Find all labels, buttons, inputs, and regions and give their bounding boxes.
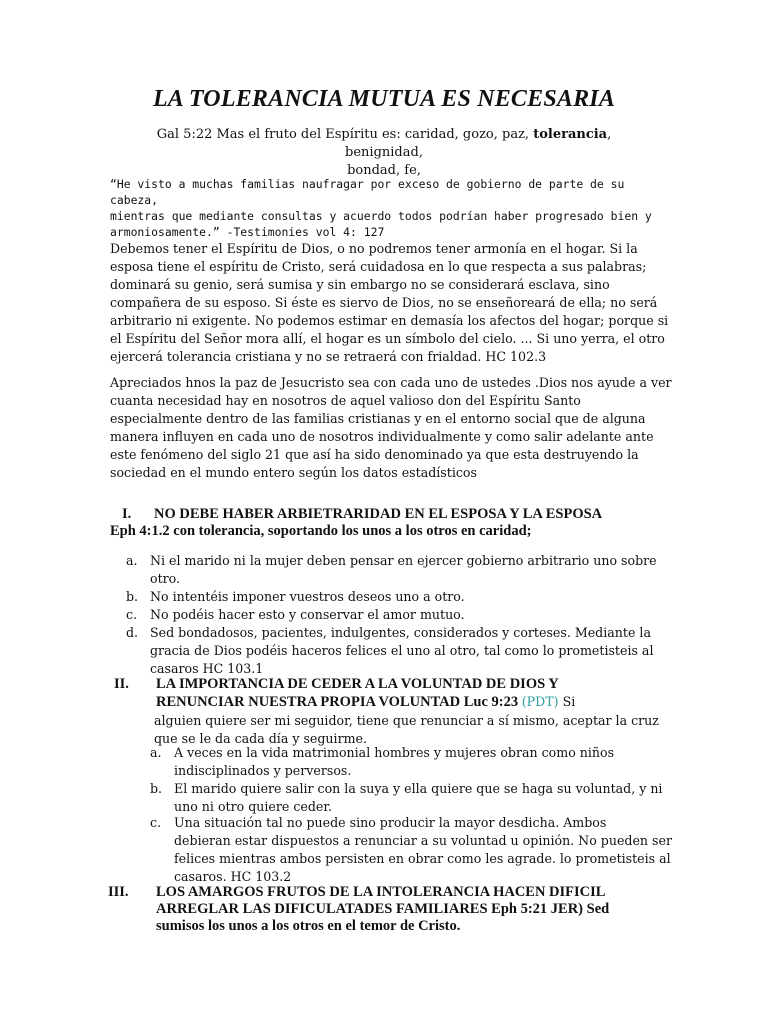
list-item-line: casaros HC 103.1 bbox=[150, 661, 264, 676]
list-marker: b. bbox=[150, 781, 163, 796]
section-heading-line: Eph 4:1.2 con tolerancia, soportando los unos a los otros en caridad; bbox=[110, 523, 532, 539]
paragraph-line: sociedad en el mundo entero según los datos estadísticos bbox=[110, 465, 477, 480]
list-item-line: Una situación tal no puede sino producir la mayor desdicha. Ambos bbox=[174, 815, 607, 830]
list-marker: c. bbox=[150, 815, 162, 830]
paragraph-line: dominará su genio, será sumisa y sin embargo no se considerará esclava, sino bbox=[110, 277, 610, 292]
section-heading-line: sumisos los unos a los otros en el temor de Cristo. bbox=[156, 918, 461, 934]
list-marker: b. bbox=[126, 589, 139, 604]
list-item-line: Sed bondadosos, pacientes, indulgentes, considerados y corteses. Mediante la bbox=[150, 625, 651, 640]
list-marker: d. bbox=[126, 625, 139, 640]
list-item bbox=[126, 606, 686, 624]
paragraph-line: este fenómeno del siglo 21 que así ha sido denominado ya que esta destruyendo la bbox=[110, 447, 639, 462]
list-item-line: gracia de Dios podéis haceros felices el uno al otro, tal como lo prometisteis al bbox=[150, 643, 654, 658]
paragraph-line: manera influyen en cada uno de nosotros individualmente y como salir adelante ante bbox=[110, 429, 654, 444]
list-marker: a. bbox=[150, 745, 162, 760]
section-heading-line: NO DEBE HABER ARBIETRARIDAD EN EL ESPOSA Y LA ESPOSA bbox=[154, 506, 603, 522]
list-item-line: No intentéis imponer vuestros deseos uno a otro. bbox=[150, 589, 465, 604]
list-item-line: felices mientras ambos persisten en obrar como les agrade. lo prometisteis al bbox=[174, 851, 671, 866]
pdt-version-label: (PDT) bbox=[521, 694, 559, 709]
quote-line: “He visto a muchas familias naufragar por exceso de gobierno de parte de su cabeza, bbox=[110, 177, 625, 207]
paragraph-line: el Espíritu del Señor mora allí, el hogar es un símbolo del cielo. ... Si uno yerra, el otro bbox=[110, 331, 665, 346]
list-item-line: A veces en la vida matrimonial hombres y mujeres obran como niños bbox=[174, 745, 615, 760]
list-item bbox=[150, 744, 690, 780]
paragraph-line: Debemos tener el Espíritu de Dios, o no podremos tener armonía en el hogar. Si la bbox=[110, 241, 638, 256]
verse-line-2: bondad, fe, bbox=[347, 163, 421, 178]
verse-bold-word: tolerancia bbox=[533, 127, 608, 142]
paragraph-line: esposa tiene el espíritu de Cristo, será cuidadosa en lo que respecta a sus palabras; bbox=[110, 259, 647, 274]
paragraph-intro bbox=[110, 374, 675, 482]
section-number: III. bbox=[108, 884, 129, 900]
paragraph-line: Apreciados hnos la paz de Jesucristo sea con cada uno de ustedes .Dios nos ayude a ver bbox=[110, 375, 672, 390]
list-item bbox=[150, 814, 690, 886]
bible-verse bbox=[120, 126, 648, 180]
list-item-line: uno ni otro quiere ceder. bbox=[174, 799, 332, 814]
section-2-heading bbox=[114, 676, 714, 711]
list-marker: c. bbox=[126, 607, 138, 622]
section-heading-line: ARREGLAR LAS DIFICULATADES FAMILIARES Eph 5:21 JER) Sed bbox=[156, 901, 610, 917]
verse-line-1: Gal 5:22 Mas el fruto del Espíritu es: caridad, gozo, paz, tolerancia, benignidad, bbox=[156, 127, 612, 160]
list-item-line: casaros. HC 103.2 bbox=[174, 869, 292, 884]
paragraph-line: especialmente dentro de las familias cristianas y en el entorno social que de alguna bbox=[110, 411, 646, 426]
testimonies-quote bbox=[110, 176, 670, 240]
list-item bbox=[150, 780, 690, 816]
section-2-body bbox=[154, 712, 694, 748]
list-marker: a. bbox=[126, 553, 138, 568]
list-item-line: El marido quiere salir con la suya y ella quiere que se haga su voluntad, y ni bbox=[174, 781, 663, 796]
section-heading-line: LA IMPORTANCIA DE CEDER A LA VOLUNTAD DE DIOS Y bbox=[156, 676, 559, 692]
list-item-line: indisciplinados y perversos. bbox=[174, 763, 352, 778]
list-item-line: debieran estar dispuestos a renunciar a su voluntad u opinión. No pueden ser bbox=[174, 833, 672, 848]
quote-line: armoniosamente.” -Testimonies vol 4: 127 bbox=[110, 225, 385, 239]
section-number: I. bbox=[122, 506, 132, 522]
paragraph-line: ejercerá tolerancia cristiana y no se retraerá con frialdad. HC 102.3 bbox=[110, 349, 547, 364]
document-title: LA TOLERANCIA MUTUA ES NECESARIA bbox=[152, 86, 616, 112]
paragraph-hogar bbox=[110, 240, 675, 366]
section-heading-line: RENUNCIAR NUESTRA PROPIA VOLUNTAD Luc 9:23 (PDT) Si bbox=[156, 694, 576, 710]
list-item-line: No podéis hacer esto y conservar el amor mutuo. bbox=[150, 607, 465, 622]
list-item-line: Ni el marido ni la mujer deben pensar en ejercer gobierno arbitrario uno sobre bbox=[150, 553, 657, 568]
list-item bbox=[126, 588, 686, 606]
list-item bbox=[126, 552, 686, 588]
paragraph-line: cuanta necesidad hay en nosotros de aquel valioso don del Espíritu Santo bbox=[110, 393, 581, 408]
paragraph-line: arbitrario ni exigente. No podemos estimar en demasía los afectos del hogar; porque si bbox=[110, 313, 669, 328]
paragraph-line: compañera de su esposo. Si éste es siervo de Dios, no se enseñoreará de ella; no será bbox=[110, 295, 658, 310]
section-number: II. bbox=[114, 676, 129, 692]
list-item-line: otro. bbox=[150, 571, 181, 586]
body-line: que se le da cada día y seguirme. bbox=[154, 731, 367, 746]
section-3-heading bbox=[108, 884, 708, 935]
section-1-heading bbox=[110, 506, 710, 540]
list-item bbox=[126, 624, 686, 678]
body-line: alguien quiere ser mi seguidor, tiene que renunciar a sí mismo, aceptar la cruz bbox=[154, 713, 659, 728]
section-heading-line: LOS AMARGOS FRUTOS DE LA INTOLERANCIA HACEN DIFICIL bbox=[156, 884, 606, 900]
quote-line: mientras que mediante consultas y acuerdo todos podrían haber progresado bien y bbox=[110, 209, 652, 223]
